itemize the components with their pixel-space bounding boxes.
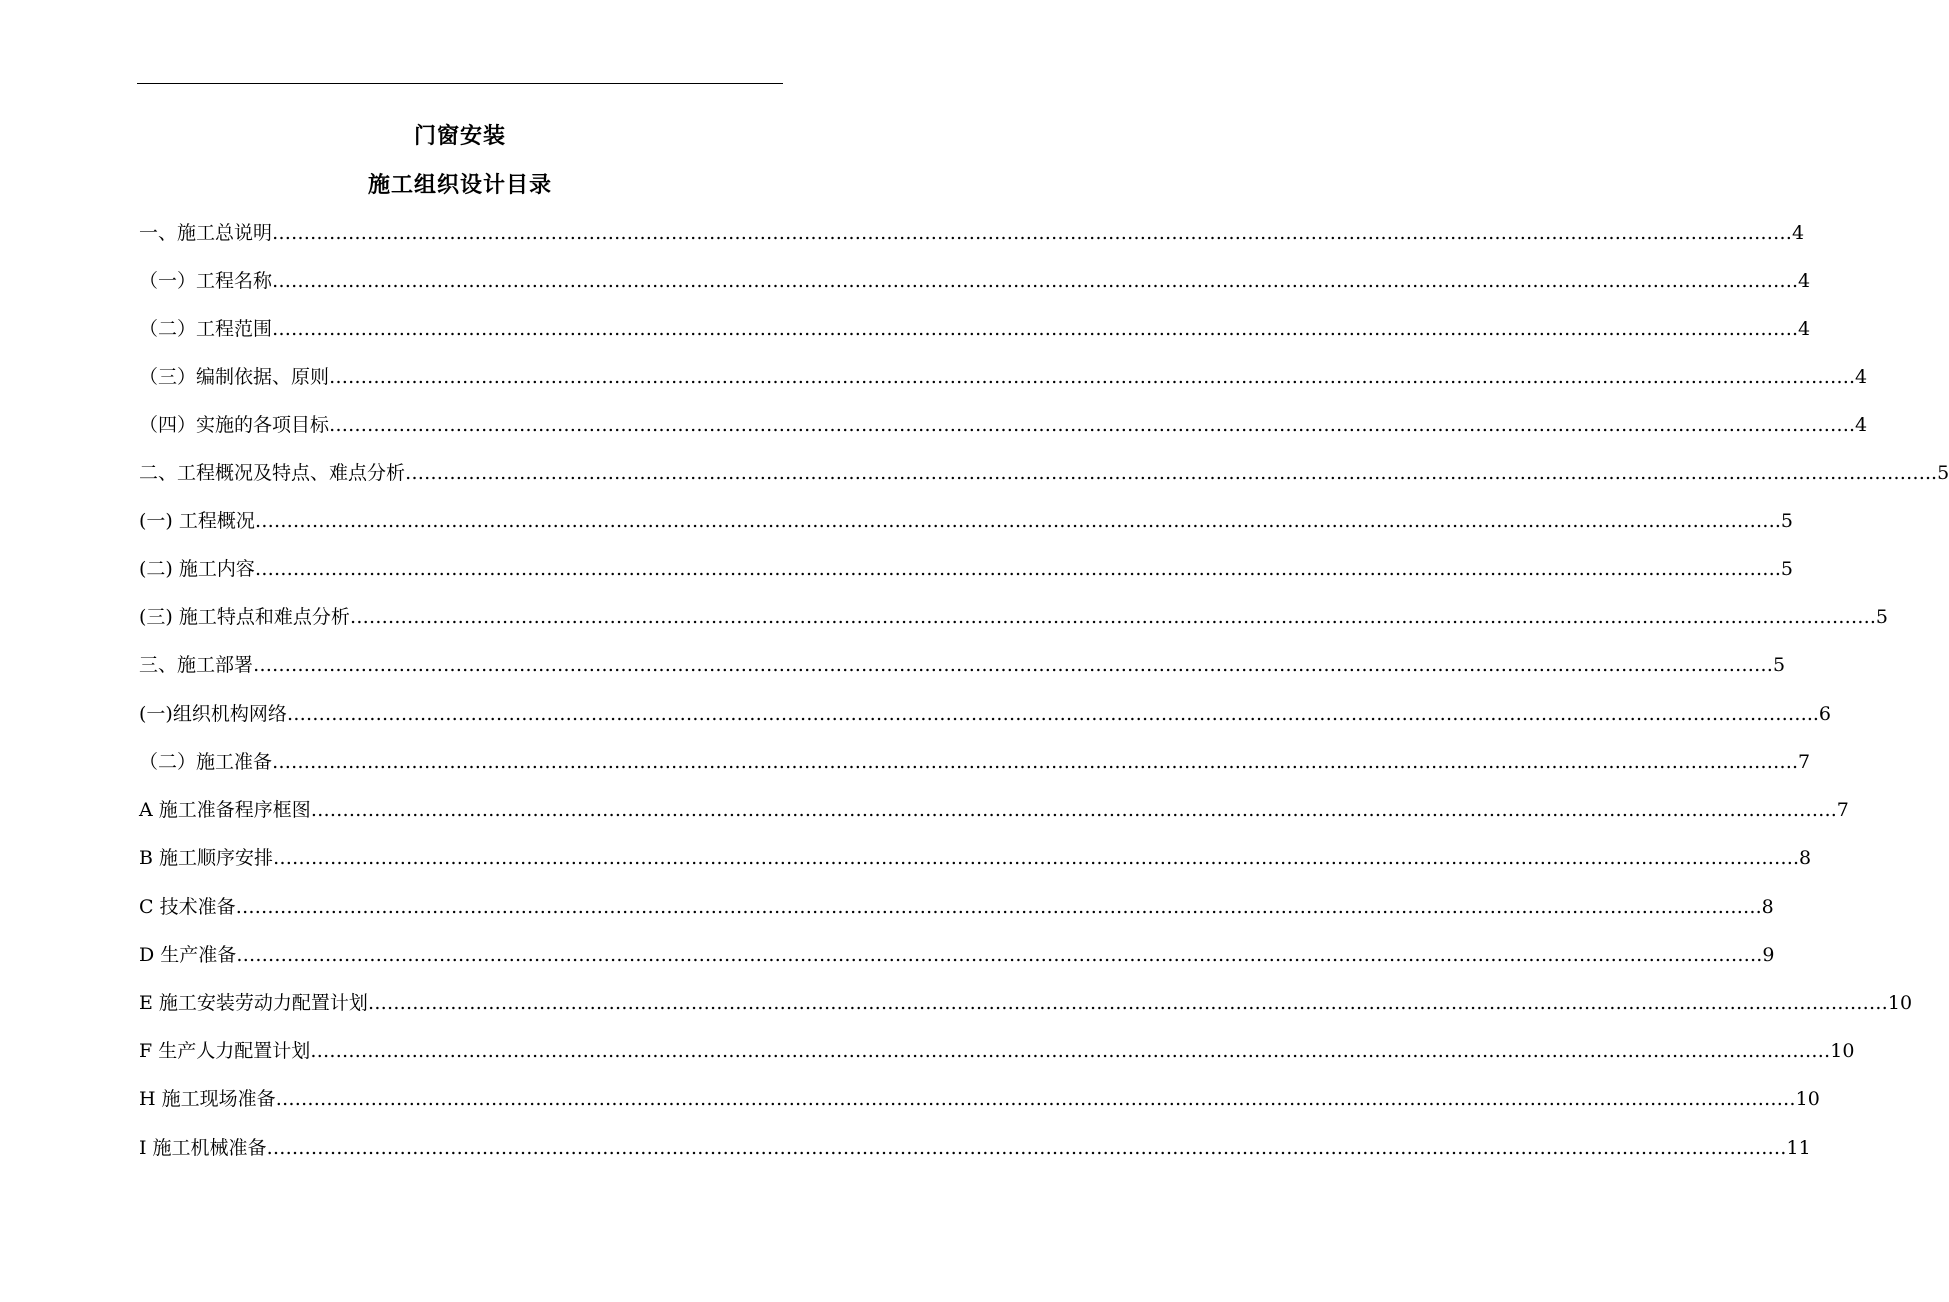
toc-leader-dots: ……………………………………………………………………………………………………………………………………………………………………………………………………………………: [275, 1088, 1796, 1110]
toc-entry[interactable]: [139, 843, 1812, 873]
toc-entry-page: .4: [1849, 414, 1868, 436]
toc-leader-dots: ……………………………………………………………………………………………………………………………………………………………………………………………………………………: [235, 896, 1756, 918]
toc-entry[interactable]: [139, 1084, 1820, 1114]
toc-entry-label: D 生产准备: [139, 944, 237, 966]
toc-entry-page: 10: [1887, 992, 1913, 1014]
toc-entry-page: .7: [1792, 751, 1811, 773]
toc-entry-page: 10: [1795, 1088, 1820, 1110]
toc-entry-label: B 施工顺序安排: [139, 847, 274, 869]
toc-entry-label: （一）工程名称: [139, 270, 273, 292]
toc-entry-label: 一、施工总说明: [139, 222, 273, 244]
toc-entry-label: 二、工程概况及特点、难点分析: [139, 462, 406, 484]
toc-entry[interactable]: [139, 458, 1949, 488]
toc-leader-dots: ……………………………………………………………………………………………………………………………………………………………………………………………………………………: [329, 366, 1850, 388]
toc-entry-label: （三）编制依据、原则: [139, 366, 330, 388]
toc-entry-page: ..6: [1806, 703, 1831, 725]
toc-leader-dots: ……………………………………………………………………………………………………………………………………………………………………………………………………………………: [266, 1137, 1787, 1159]
toc-leader-dots: ……………………………………………………………………………………………………………………………………………………………………………………………………………………: [286, 703, 1807, 725]
toc-entry-page: .9: [1756, 944, 1775, 966]
toc-entry-page: 4: [1792, 222, 1805, 244]
toc-entry-page: .5: [1869, 606, 1889, 628]
toc-entry-page: .5: [1774, 510, 1794, 532]
toc-leader-dots: ……………………………………………………………………………………………………………………………………………………………………………………………………………………: [367, 992, 1888, 1014]
toc-entry-page: .8: [1793, 847, 1812, 869]
toc-entry[interactable]: [139, 988, 1913, 1018]
toc-entry-label: (一)组织机构网络: [139, 703, 287, 725]
toc-entry-label: C 技术准备: [139, 896, 236, 918]
toc-entry-label: (三) 施工特点和难点分析: [139, 606, 350, 628]
toc-entry[interactable]: [139, 314, 1811, 344]
toc-leader-dots: ……………………………………………………………………………………………………………………………………………………………………………………………………………………: [254, 558, 1775, 580]
toc-entry-page: 10: [1830, 1040, 1855, 1062]
toc-entry[interactable]: [139, 1133, 1811, 1163]
toc-entry[interactable]: [139, 747, 1811, 777]
document-subtitle: 施工组织设计目录: [367, 173, 552, 198]
toc-entry-label: I 施工机械准备: [139, 1137, 267, 1159]
toc-leader-dots: ……………………………………………………………………………………………………………………………………………………………………………………………………………………: [272, 222, 1793, 244]
toc-entry-page: .4: [1792, 270, 1811, 292]
toc-entry[interactable]: [139, 1036, 1855, 1066]
toc-leader-dots: ……………………………………………………………………………………………………………………………………………………………………………………………………………………: [310, 1040, 1831, 1062]
toc-leader-dots: ……………………………………………………………………………………………………………………………………………………………………………………………………………………: [273, 847, 1794, 869]
toc-entry-label: （二）工程范围: [139, 318, 273, 340]
toc-entry-label: A 施工准备程序框图: [139, 799, 311, 821]
toc-entry-page: .5: [1774, 558, 1794, 580]
toc-entry-page: 5: [1773, 654, 1786, 676]
toc-entry-label: 三、施工部署: [139, 654, 254, 676]
toc-entry-page: .8: [1755, 896, 1774, 918]
toc-entry[interactable]: [139, 410, 1868, 440]
toc-leader-dots: ……………………………………………………………………………………………………………………………………………………………………………………………………………………: [272, 270, 1793, 292]
toc-entry[interactable]: [139, 940, 1775, 970]
header-rule: [137, 83, 783, 84]
toc-leader-dots: ……………………………………………………………………………………………………………………………………………………………………………………………………………………: [236, 944, 1757, 966]
toc-entry-label: H 施工现场准备: [139, 1088, 276, 1110]
toc-leader-dots: ……………………………………………………………………………………………………………………………………………………………………………………………………………………: [253, 654, 1774, 676]
toc-entry[interactable]: [139, 699, 1831, 729]
toc-entry[interactable]: [139, 892, 1774, 922]
toc-entry-page: 11: [1786, 1137, 1811, 1159]
document-title: 门窗安装: [413, 124, 506, 149]
toc-entry[interactable]: [139, 266, 1811, 296]
toc-entry[interactable]: [139, 362, 1868, 392]
toc-leader-dots: ……………………………………………………………………………………………………………………………………………………………………………………………………………………: [254, 510, 1775, 532]
toc-leader-dots: ……………………………………………………………………………………………………………………………………………………………………………………………………………………: [329, 414, 1850, 436]
toc-leader-dots: ……………………………………………………………………………………………………………………………………………………………………………………………………………………: [405, 462, 1926, 484]
toc-leader-dots: ……………………………………………………………………………………………………………………………………………………………………………………………………………………: [272, 751, 1793, 773]
toc-entry-label: E 施工安装劳动力配置计划: [139, 992, 368, 1014]
toc-entry-page: .4: [1849, 366, 1868, 388]
toc-entry[interactable]: [139, 218, 1805, 248]
toc-entry-label: (二) 施工内容: [139, 558, 255, 580]
toc-leader-dots: ……………………………………………………………………………………………………………………………………………………………………………………………………………………: [272, 318, 1793, 340]
toc-entry-page: ..5: [1925, 462, 1949, 484]
toc-entry[interactable]: [139, 554, 1794, 584]
toc-entry[interactable]: [139, 506, 1794, 536]
toc-leader-dots: ……………………………………………………………………………………………………………………………………………………………………………………………………………………: [310, 799, 1831, 821]
toc-entry-label: (一) 工程概况: [139, 510, 255, 532]
toc-entry[interactable]: [139, 795, 1849, 825]
toc-entry[interactable]: [139, 650, 1786, 680]
toc-entry-label: （四）实施的各项目标: [139, 414, 330, 436]
toc-entry-label: （二）施工准备: [139, 751, 273, 773]
toc-entry-page: .4: [1792, 318, 1811, 340]
toc-leader-dots: ……………………………………………………………………………………………………………………………………………………………………………………………………………………: [349, 606, 1870, 628]
toc-entry-label: F 生产人力配置计划: [139, 1040, 311, 1062]
toc-entry-page: .7: [1830, 799, 1849, 821]
toc-entry[interactable]: [139, 602, 1889, 632]
